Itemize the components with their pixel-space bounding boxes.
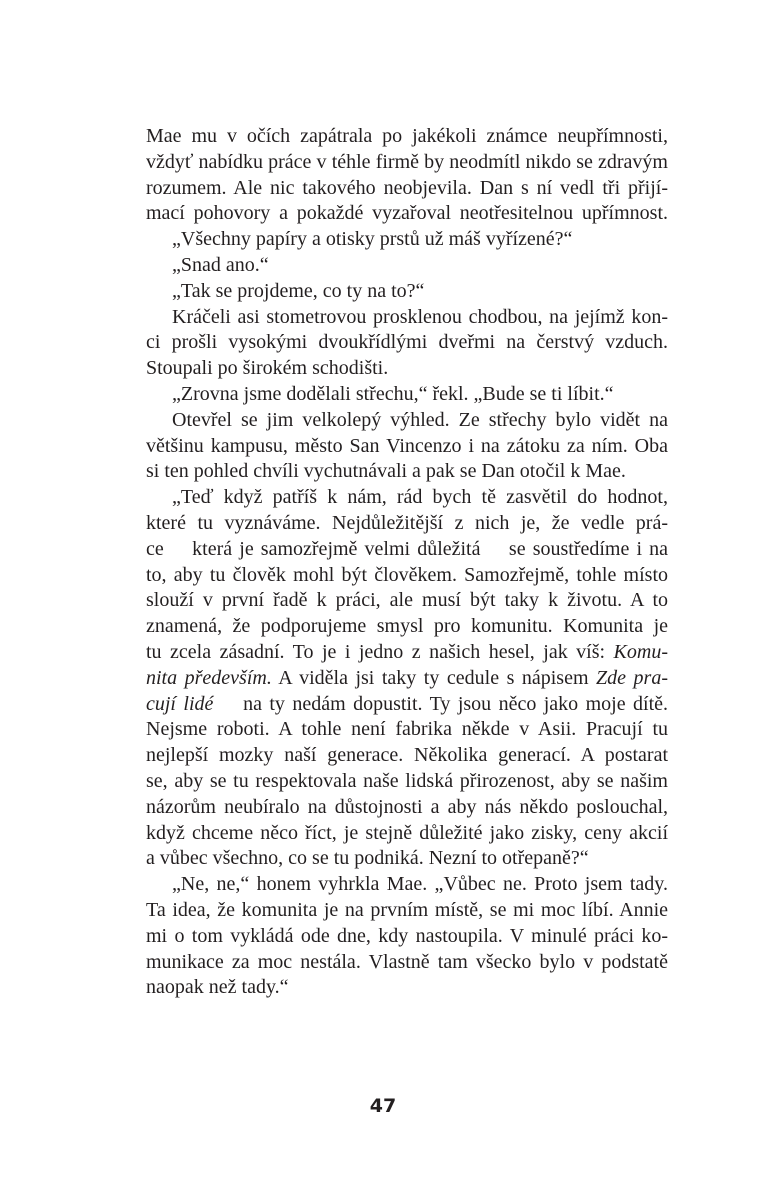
text-line: když chceme něco říct, je stejně důležité jako zisky, ceny akcií bbox=[146, 821, 668, 844]
text-line: „Zrovna jsme dodělali střechu,“ řekl. „Bude se ti líbit.“ bbox=[172, 382, 614, 405]
text-line: „Všechny papíry a otisky prstů už máš vyřízené?“ bbox=[172, 228, 573, 251]
text-line: názorům neubíralo na důstojnosti a aby nás někdo poslouchal, bbox=[146, 795, 668, 818]
text-line: to, aby tu člověk mohl být člověkem. Samozřejmě, tohle místo bbox=[146, 563, 668, 586]
text-line: vždyť nabídku práce v téhle firmě by neodmítl nikdo se zdravým bbox=[146, 150, 668, 173]
text-line: Otevřel se jim velkolepý výhled. Ze střechy bylo vidět na bbox=[172, 408, 668, 431]
text-line: „Snad ano.“ bbox=[172, 253, 269, 276]
text-line: nejlepší mozky naší generace. Několika generací. A postarat bbox=[146, 744, 668, 767]
italic-text: nita především. bbox=[146, 666, 272, 689]
page-number: 47 bbox=[369, 1095, 397, 1117]
text-line: Kráčeli asi stometrovou prosklenou chodbou, na jejímž kon- bbox=[172, 305, 668, 328]
text-line: munikace za moc nestála. Vlastně tam všecko bylo v podstatě bbox=[146, 950, 668, 973]
text-line: cují lidé na ty nedám dopustit. Ty jsou něco jako moje dítě. bbox=[146, 692, 668, 715]
text-line: naopak než tady.“ bbox=[146, 976, 289, 999]
text-line: které tu vyznáváme. Nejdůležitější z nich je, že vedle prá- bbox=[146, 511, 668, 534]
text-line: „Ne, ne,“ honem vyhrkla Mae. „Vůbec ne. Proto jsem tady. bbox=[172, 873, 668, 896]
italic-text: Zde pra- bbox=[596, 666, 668, 689]
text-line: se, aby se tu respektovala naše lidská přirozenost, aby se našim bbox=[146, 769, 668, 792]
text-line: a vůbec všechno, co se tu podniká. Nezní to otřepaně?“ bbox=[146, 847, 589, 870]
text-line: mi o tom vykládá ode dne, kdy nastoupila. V minulé práci ko- bbox=[146, 924, 668, 947]
text-line: nita především. A viděla jsi taky ty cedule s nápisem Zde pra- bbox=[146, 666, 668, 689]
text-line: slouží v první řadě k práci, ale musí být taky k životu. A to bbox=[146, 589, 668, 612]
text-line: Ta idea, že komunita je na prvním místě, se mi moc líbí. Annie bbox=[146, 898, 668, 921]
text-line: Nejsme roboti. A tohle není fabrika někde v Asii. Pracují tu bbox=[146, 718, 668, 741]
text-line: si ten pohled chvíli vychutnávali a pak se Dan otočil k Mae. bbox=[146, 460, 626, 483]
text-line: „Teď když patříš k nám, rád bych tě zasvětil do hodnot, bbox=[172, 486, 668, 509]
body-text bbox=[146, 124, 668, 1001]
text-line: ce která je samozřejmě velmi důležitá se soustředíme i na bbox=[146, 537, 668, 560]
text-line: Mae mu v očích zapátrala po jakékoli známce neupřímnosti, bbox=[146, 125, 668, 147]
text-line: znamená, že podporujeme smysl pro komunitu. Komunita je bbox=[146, 615, 668, 638]
text-line: ci prošli vysokými dvoukřídlými dveřmi na čerstvý vzduch. bbox=[146, 331, 668, 354]
text-line: mací pohovory a pokaždé vyzařoval neotřesitelnou upřímnost. bbox=[146, 202, 668, 225]
text-line: většinu kampusu, město San Vincenzo i na zátoku za ním. Oba bbox=[146, 434, 668, 457]
italic-text: Komu- bbox=[613, 640, 668, 663]
text-line: rozumem. Ale nic takového neobjevila. Dan s ní vedl tři přijí- bbox=[146, 176, 668, 199]
italic-text: cují lidé bbox=[146, 692, 214, 715]
text-line: tu zcela zásadní. To je i jedno z našich hesel, jak víš: Komu- bbox=[146, 640, 668, 663]
text-line: Stoupali po širokém schodišti. bbox=[146, 357, 389, 380]
text-line: „Tak se projdeme, co ty na to?“ bbox=[172, 279, 425, 302]
